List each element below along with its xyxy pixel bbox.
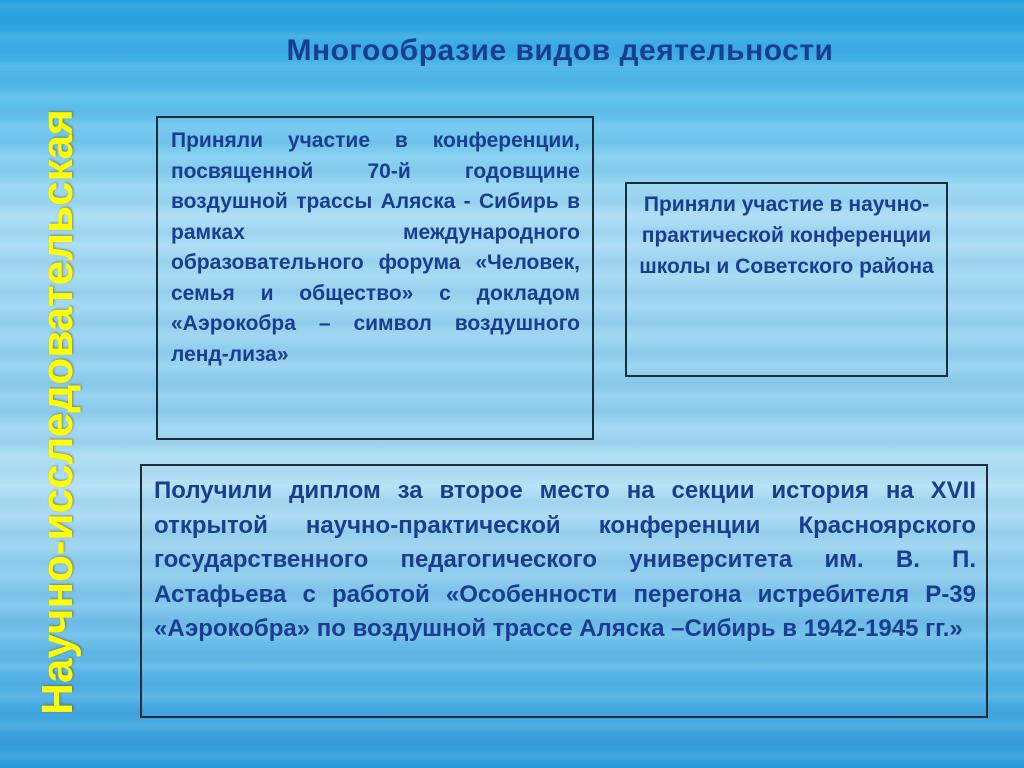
diploma-box [140,464,988,718]
school-conference-box [625,182,948,377]
conference-alaska-siberia-text: Приняли участие в конференции, посвященной 70-й годовщине воздушной трассы Аляска - Сибирь в рамках международного образовательного форума «Человек, семья и общество» с докладом «Аэрокобра – символ воздушного ленд-лиза» [171,129,580,366]
school-conference-text: Приняли участие в научно-практической конференции школы и Советского района [639,193,934,278]
slide-title: Многообразие видов деятельности [286,34,834,67]
diploma-text: Получили диплом за второе место на секции история на XVII открытой научно-практической конференции Красноярского государственного педагогического университета им. В. П. Астафьева с работой «Особенности перегона истребителя Р-39 «Аэрокобра» по воздушной трассе Аляска –Сибирь в 1942-1945 гг.» [154,477,976,642]
vertical-side-label: Научно-исследовательская [33,109,82,715]
conference-alaska-siberia-box [156,116,594,440]
